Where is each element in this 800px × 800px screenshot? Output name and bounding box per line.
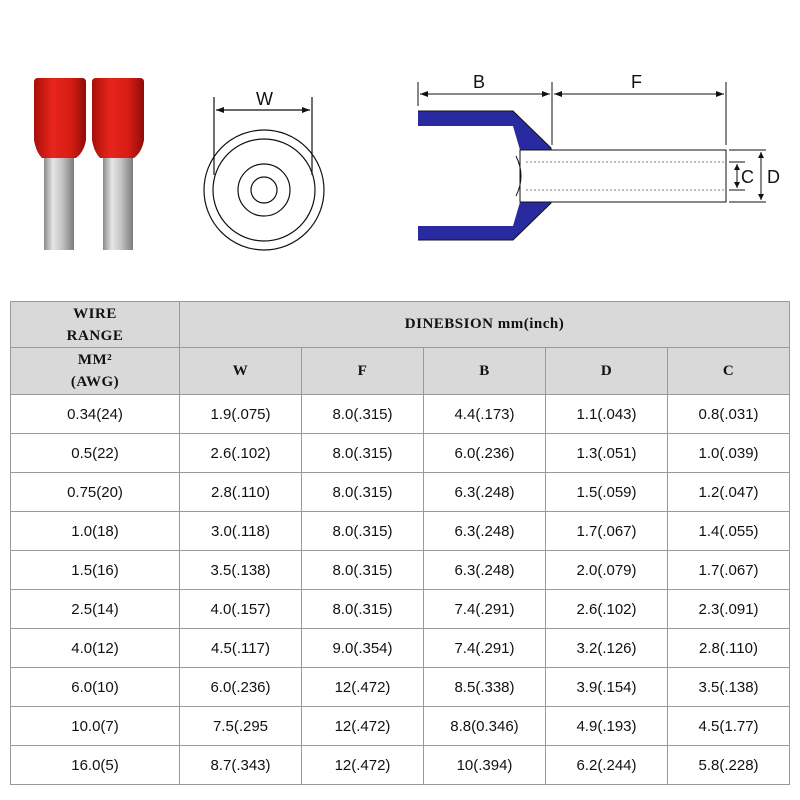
cell-wire-range: 0.34(24): [11, 395, 180, 434]
table-row: [11, 668, 790, 707]
cell-d: 3.9(.154): [546, 668, 668, 707]
cell-d: 4.9(.193): [546, 707, 668, 746]
ferrule-left: [34, 78, 86, 250]
table-header-row-2: [11, 348, 790, 395]
cell-c: 0.8(.031): [668, 395, 790, 434]
dimension-table: [10, 301, 790, 785]
table-body: [11, 395, 790, 785]
cell-c: 3.5(.138): [668, 668, 790, 707]
table-row: [11, 473, 790, 512]
column-header-w: W: [180, 348, 302, 395]
dimension-label-b: B: [473, 72, 486, 92]
column-header-f: F: [302, 348, 424, 395]
cell-c: 5.8(.228): [668, 746, 790, 785]
cell-c: 1.0(.039): [668, 434, 790, 473]
cell-f: 8.0(.315): [302, 551, 424, 590]
cell-wire-range: 10.0(7): [11, 707, 180, 746]
cell-c: 1.7(.067): [668, 551, 790, 590]
table-row: [11, 590, 790, 629]
table-row: [11, 746, 790, 785]
cell-wire-range: 1.0(18): [11, 512, 180, 551]
column-header-d: D: [546, 348, 668, 395]
unit-header: [11, 348, 180, 395]
table-row: [11, 512, 790, 551]
dimension-title-header: DINEBSION mm(inch): [180, 302, 790, 348]
cell-f: 8.0(.315): [302, 473, 424, 512]
cell-b: 6.3(.248): [424, 473, 546, 512]
cell-wire-range: 1.5(16): [11, 551, 180, 590]
dimension-label-f: F: [631, 72, 642, 92]
cell-w: 3.5(.138): [180, 551, 302, 590]
cell-b: 4.4(.173): [424, 395, 546, 434]
cell-wire-range: 0.75(20): [11, 473, 180, 512]
table-row: [11, 551, 790, 590]
cell-d: 1.3(.051): [546, 434, 668, 473]
cell-b: 10(.394): [424, 746, 546, 785]
cell-d: 1.1(.043): [546, 395, 668, 434]
cell-f: 8.0(.315): [302, 434, 424, 473]
wire-range-line-2: RANGE: [66, 327, 124, 344]
ferrule-photo: [34, 78, 144, 250]
column-header-c: C: [668, 348, 790, 395]
end-view-drawing: [204, 97, 324, 250]
cell-w: 2.6(.102): [180, 434, 302, 473]
cell-f: 12(.472): [302, 746, 424, 785]
cell-w: 4.0(.157): [180, 590, 302, 629]
cell-wire-range: 16.0(5): [11, 746, 180, 785]
cell-d: 2.6(.102): [546, 590, 668, 629]
cell-wire-range: 0.5(22): [11, 434, 180, 473]
cell-f: 12(.472): [302, 668, 424, 707]
unit-line-1: MM²: [77, 352, 113, 368]
cell-c: 1.2(.047): [668, 473, 790, 512]
cell-b: 6.0(.236): [424, 434, 546, 473]
cell-w: 8.7(.343): [180, 746, 302, 785]
dimension-label-w: W: [256, 89, 273, 109]
dimension-label-d: D: [767, 167, 780, 187]
cell-w: 2.8(.110): [180, 473, 302, 512]
cell-w: 6.0(.236): [180, 668, 302, 707]
table-row: [11, 707, 790, 746]
cell-f: 9.0(.354): [302, 629, 424, 668]
cell-f: 8.0(.315): [302, 512, 424, 551]
cell-f: 8.0(.315): [302, 590, 424, 629]
column-header-b: B: [424, 348, 546, 395]
cell-wire-range: 6.0(10): [11, 668, 180, 707]
cell-b: 7.4(.291): [424, 590, 546, 629]
cell-d: 2.0(.079): [546, 551, 668, 590]
product-diagram: [0, 0, 800, 290]
unit-line-2: (AWG): [70, 374, 120, 390]
cell-d: 1.7(.067): [546, 512, 668, 551]
cell-c: 1.4(.055): [668, 512, 790, 551]
wire-range-header: [11, 302, 180, 348]
cell-c: 4.5(1.77): [668, 707, 790, 746]
cell-f: 8.0(.315): [302, 395, 424, 434]
cell-b: 8.8(0.346): [424, 707, 546, 746]
cell-b: 6.3(.248): [424, 551, 546, 590]
side-view-drawing: [418, 82, 766, 240]
wire-range-line-1: WIRE: [73, 305, 117, 322]
cell-b: 8.5(.338): [424, 668, 546, 707]
cell-b: 6.3(.248): [424, 512, 546, 551]
table-row: [11, 395, 790, 434]
cell-c: 2.3(.091): [668, 590, 790, 629]
cell-d: 3.2(.126): [546, 629, 668, 668]
cell-w: 4.5(.117): [180, 629, 302, 668]
ferrule-right: [92, 78, 144, 250]
cell-f: 12(.472): [302, 707, 424, 746]
table-row: [11, 434, 790, 473]
cell-c: 2.8(.110): [668, 629, 790, 668]
cell-d: 6.2(.244): [546, 746, 668, 785]
cell-w: 3.0(.118): [180, 512, 302, 551]
table-header-row-1: [11, 302, 790, 348]
cell-b: 7.4(.291): [424, 629, 546, 668]
cell-wire-range: 2.5(14): [11, 590, 180, 629]
table-row: [11, 629, 790, 668]
cell-w: 7.5(.295: [180, 707, 302, 746]
cell-d: 1.5(.059): [546, 473, 668, 512]
cell-w: 1.9(.075): [180, 395, 302, 434]
dimension-label-c: C: [741, 167, 754, 187]
cell-wire-range: 4.0(12): [11, 629, 180, 668]
